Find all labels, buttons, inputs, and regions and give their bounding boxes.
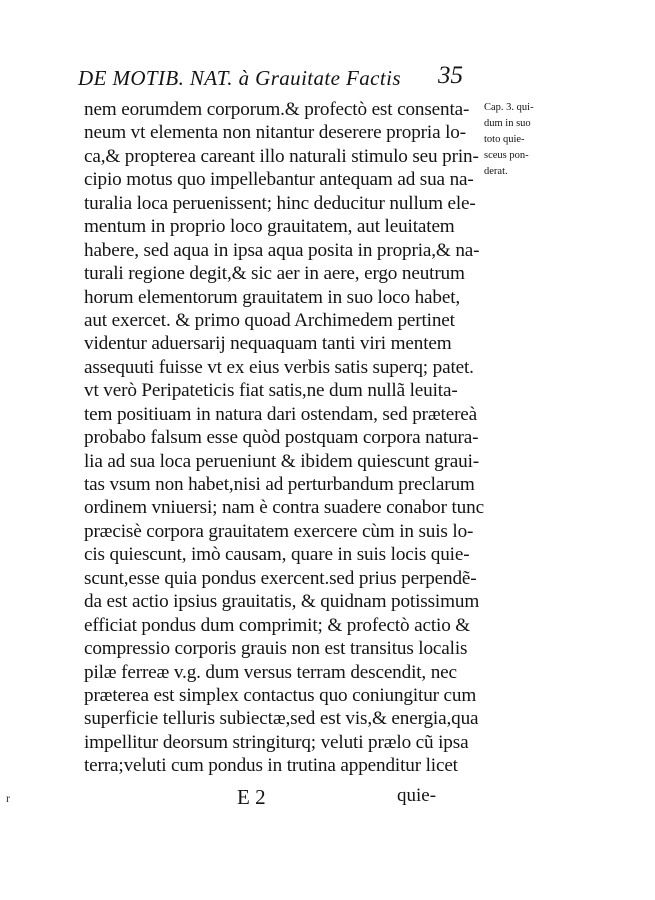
text-line: assequuti fuisse vt ex eius verbis satis superq; patet. <box>84 356 474 378</box>
text-line: ordinem vniuersi; nam è contra suadere conabor tunc <box>84 497 484 519</box>
text-line: lia ad sua loca perueniunt & ibidem quiescunt graui- <box>84 450 480 472</box>
text-line: superficie telluris subiectæ,sed est vis,& energia,qua <box>84 708 479 730</box>
text-line: tas vsum non habet,nisi ad perturbandum preclarum <box>84 474 475 495</box>
text-line: tem positiuam in natura dari ostendam, sed prætereà <box>84 403 478 425</box>
text-line: probabo falsum esse quòd postquam corpora natura- <box>84 427 479 449</box>
text-line: habere, sed aqua in ipsa aqua posita in propria,& na- <box>84 239 480 261</box>
page-number: 35 <box>438 62 463 89</box>
text-line: præcisè corpora grauitatem exercere cùm in suis lo- <box>84 520 474 542</box>
text-line: cis quiescunt, imò causam, quare in suis locis quie- <box>84 544 470 566</box>
text-line: vt verò Peripateticis fiat satis,ne dum nullã leuita- <box>84 380 458 402</box>
marginal-note-line: sceus pon- <box>484 150 529 161</box>
catchword: quie- <box>397 785 437 806</box>
text-line: videntur aduersarij nequaquam tanti viri mentem <box>84 333 452 355</box>
marginal-note <box>484 100 564 180</box>
text-line: horum elementorum grauitatem in suo loco habet, <box>84 286 461 308</box>
text-line: aut exercet. & primo quoad Archimedem pertinet <box>84 309 455 331</box>
body-text <box>84 98 484 778</box>
signature-mark: E 2 <box>237 785 266 809</box>
corner-mark: r <box>6 791 10 805</box>
marginal-note-line: Cap. 3. qui- <box>484 102 534 113</box>
text-line: terra;veluti cum pondus in trutina appenditur licet <box>84 755 458 777</box>
running-title: DE MOTIB. NAT. à Grauitate Factis <box>78 66 401 90</box>
text-line: cipio motus quo impellebantur antequam ad sua na- <box>84 169 474 191</box>
text-line: pilæ ferreæ v.g. dum versus terram descendit, nec <box>84 661 457 683</box>
text-line: nem eorumdem corporum.& profectò est consenta- <box>84 99 470 120</box>
marginal-note-line: dum in suo <box>484 118 531 129</box>
running-head <box>78 62 478 98</box>
text-line: ca,& propterea careant illo naturali stimulo seu prin- <box>84 145 479 167</box>
text-line: compressio corporis grauis non est transitus localis <box>84 638 468 660</box>
text-line: præterea est simplex contactus quo coniungitur cum <box>84 684 477 706</box>
text-line: neum vt elementa non nitantur deserere propria lo- <box>84 122 466 144</box>
text-line: turali regione degit,& sic aer in aere, ergo neutrum <box>84 263 465 285</box>
text-line: da est actio ipsius grauitatis, & quidnam potissimum <box>84 591 480 613</box>
marginal-note-line: derat. <box>484 166 508 177</box>
text-line: mentum in proprio loco grauitatem, aut leuitatem <box>84 216 455 238</box>
text-line: efficiat pondus dum comprimit; & profectò actio & <box>84 614 471 636</box>
text-line: turalia loca peruenissent; hinc deducitur nullum ele- <box>84 192 476 214</box>
marginal-note-line: toto quie- <box>484 134 525 145</box>
text-line: scunt,esse quia pondus exercent.sed prius perpendẽ- <box>84 567 477 589</box>
text-line: impellitur deorsum stringiturq; veluti prælo cũ ipsa <box>84 731 469 753</box>
